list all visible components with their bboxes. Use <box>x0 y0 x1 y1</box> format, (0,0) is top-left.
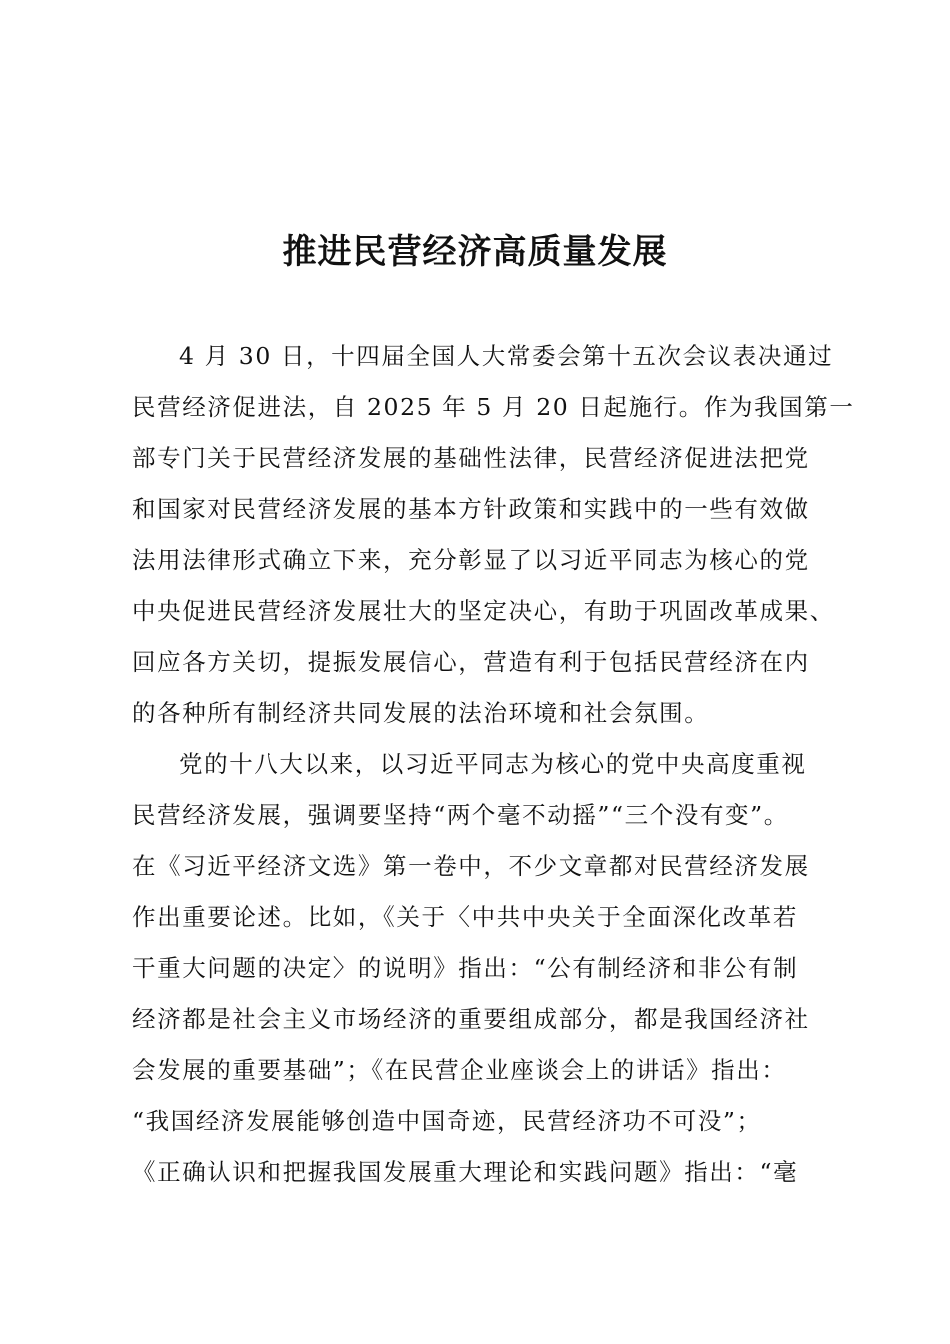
paragraph-1-line-2: 民营经济促进法，自 2025 年 5 月 20 日起施行。作为我国第一 <box>132 393 855 421</box>
paragraph-2-line-7: 会发展的重要基础”；《在民营企业座谈会上的讲话》指出： <box>132 1056 787 1084</box>
paragraph-2-line-2: 民营经济发展，强调要坚持“两个毫不动摇”“三个没有变”。 <box>132 801 789 829</box>
paragraph-2-line-4: 作出重要论述。比如，《关于〈中共中央关于全面深化改革若 <box>132 903 798 931</box>
paragraph-1-line-1: 4 月 30 日，十四届全国人大常委会第十五次会议表决通过 <box>179 342 834 370</box>
paragraph-2-line-6: 经济都是社会主义市场经济的重要组成部分，都是我国经济社 <box>132 1005 810 1033</box>
document-title: 推进民营经济高质量发展 <box>282 232 668 272</box>
document-body <box>132 336 855 1203</box>
paragraph-1 <box>132 336 855 744</box>
paragraph-1-line-5: 法用法律形式确立下来，充分彰显了以习近平同志为核心的党 <box>132 546 810 574</box>
paragraph-1-line-3: 部专门关于民营经济发展的基础性法律，民营经济促进法把党 <box>132 444 810 472</box>
paragraph-2-line-9: 《正确认识和把握我国发展重大理论和实践问题》指出：“毫 <box>132 1158 799 1186</box>
paragraph-2 <box>132 744 844 1203</box>
paragraph-2-line-1: 党的十八大以来，以习近平同志为核心的党中央高度重视 <box>179 750 807 778</box>
paragraph-1-line-7: 回应各方关切，提振发展信心，营造有利于包括民营经济在内 <box>132 648 810 676</box>
paragraph-2-line-5: 干重大问题的决定〉的说明》指出：“公有制经济和非公有制 <box>132 954 799 982</box>
paragraph-1-line-8: 的各种所有制经济共同发展的法治环境和社会氛围。 <box>132 699 710 727</box>
paragraph-2-line-3: 在《习近平经济文选》第一卷中，不少文章都对民营经济发展 <box>132 852 810 880</box>
paragraph-1-line-6: 中央促进民营经济发展壮大的坚定决心，有助于巩固改革成果、 <box>132 597 835 625</box>
paragraph-1-line-4: 和国家对民营经济发展的基本方针政策和实践中的一些有效做 <box>132 495 810 523</box>
paragraph-2-line-8: “我国经济发展能够创造中国奇迹，民营经济功不可没”； <box>132 1107 762 1135</box>
